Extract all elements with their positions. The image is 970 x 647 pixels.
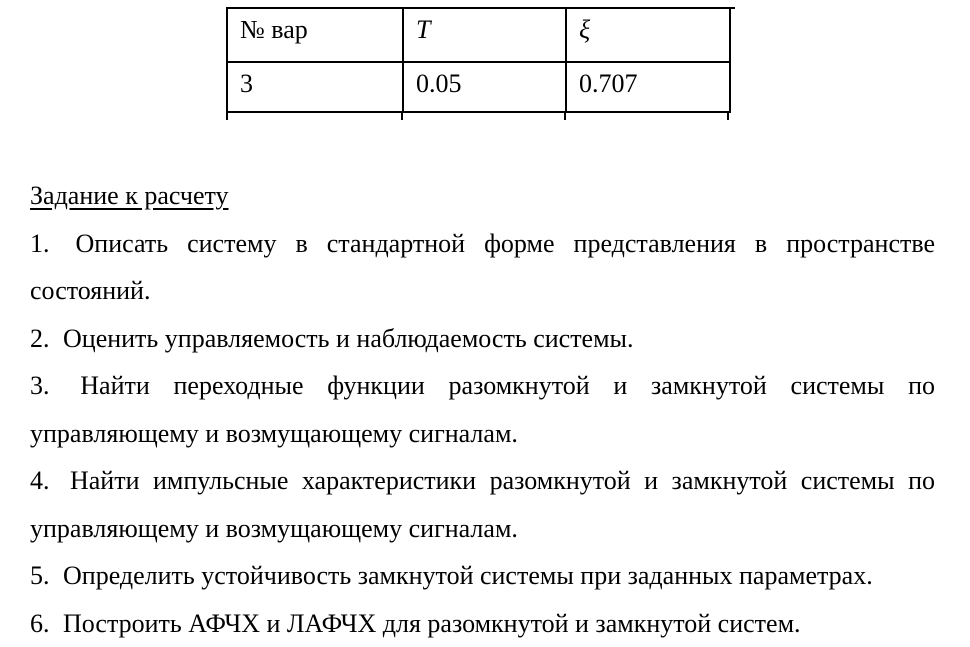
task-4-line-1 (30, 457, 935, 505)
task-3-line-1 (30, 362, 935, 410)
task-2-line-1 (30, 315, 935, 363)
task-3-line-2 (30, 410, 935, 458)
task-4-number: 4. (30, 466, 50, 495)
table-border-artifact (728, 7, 735, 9)
task-5-line-1 (30, 552, 935, 600)
table-border-artifact (564, 111, 566, 120)
task-3-number: 3. (30, 371, 50, 400)
task-5-text: Определить устойчивость замкнутой системы при заданных параметрах. (63, 561, 873, 590)
variant-parameters-table (226, 7, 731, 113)
task-1-number: 1. (30, 229, 50, 258)
task-1-line-2 (30, 267, 935, 315)
table-border-artifact (226, 111, 228, 120)
task-1-text-continued: состояний. (30, 276, 150, 305)
task-3-text-continued: управляющему и возмущающему сигналам. (30, 419, 518, 448)
table-border-artifact (727, 111, 729, 120)
table-cell-xi-value: 0.707 (566, 62, 730, 112)
task-3-text: Найти переходные функции разомкнутой и замкнутой системы по (80, 371, 935, 400)
task-2-number: 2. (30, 324, 50, 353)
table-header-xi: ξ (566, 8, 730, 62)
section-heading-line (30, 172, 935, 220)
task-4-text: Найти импульсные характеристики разомкнутой и замкнутой системы по (70, 466, 935, 495)
table-header-variant-number: № вар (227, 8, 403, 62)
table-cell-variant-number: 3 (227, 62, 403, 112)
task-5-number: 5. (30, 561, 50, 590)
task-4-text-continued: управляющему и возмущающему сигналам. (30, 514, 518, 543)
task-2-text: Оценить управляемость и наблюдаемость системы. (63, 324, 634, 353)
table-header-T: T (403, 8, 566, 62)
task-6-line-1 (30, 600, 935, 647)
assignment-text (30, 172, 935, 647)
section-heading: Задание к расчету (30, 181, 229, 210)
table-border-artifact (401, 111, 403, 120)
table-header-row (227, 8, 730, 62)
task-6-number: 6. (30, 609, 50, 638)
task-4-line-2 (30, 505, 935, 553)
task-6-text: Построить АФЧХ и ЛАФЧХ для разомкнутой и замкнутой систем. (63, 609, 801, 638)
table-value-row (227, 62, 730, 112)
task-1-line-1 (30, 220, 935, 268)
task-1-text: Описать систему в стандартной форме представления в пространстве (76, 229, 935, 258)
table-cell-T-value: 0.05 (403, 62, 566, 112)
parameters-table (226, 7, 731, 113)
